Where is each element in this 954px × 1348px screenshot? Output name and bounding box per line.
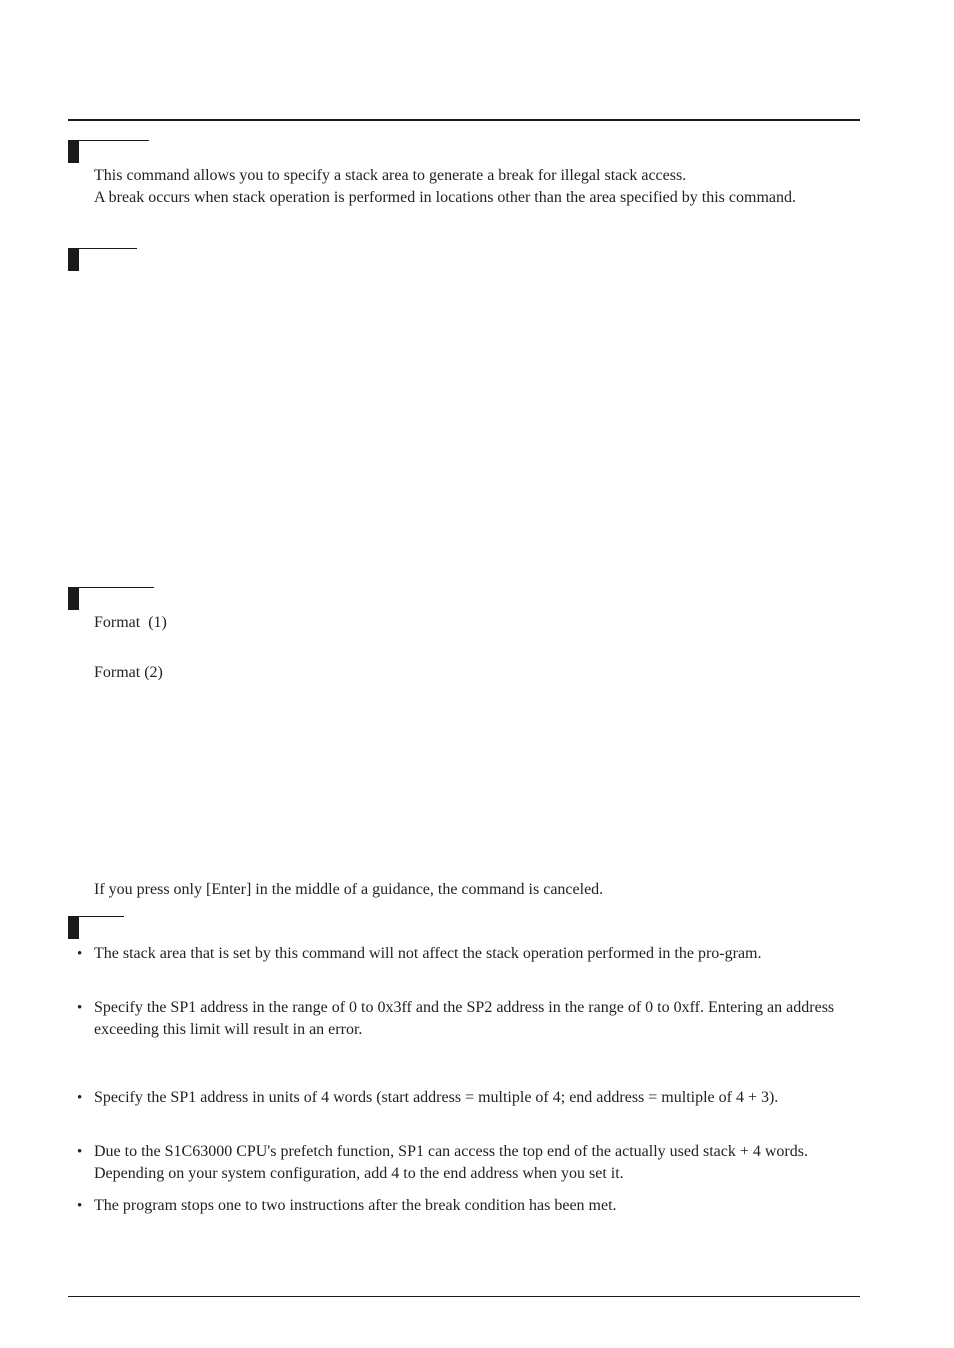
header-rule <box>68 119 860 121</box>
description-line-1: This command allows you to specify a stack area to generate a break for illegal stack access. <box>94 167 687 184</box>
bullet-icon: • <box>77 1144 83 1160</box>
bullet-icon: • <box>77 946 83 962</box>
note-item-3: Specify the SP1 address in units of 4 words (start address = multiple of 4; end address = multiple of 4 + 3). <box>94 1089 779 1106</box>
format-1-label: Format (1) <box>94 614 167 631</box>
bullet-icon: • <box>77 1090 83 1106</box>
description-line-2: A break occurs when stack operation is performed in locations other than the area specified by this command. <box>94 189 796 206</box>
footer-rule <box>68 1296 860 1297</box>
note-item-1: The stack area that is set by this command will not affect the stack operation performed in the pro-gram. <box>94 945 762 962</box>
bullet-icon: • <box>77 1000 83 1016</box>
bullet-icon: • <box>77 1198 83 1214</box>
note-item-2: Specify the SP1 address in the range of 0 to 0x3ff and the SP2 address in the range of 0 to 0xff. Entering an address exceeding this limit will result in an error. <box>94 999 835 1038</box>
note-item-4: Due to the S1C63000 CPU's prefetch function, SP1 can access the top end of the actually used stack + 4 words. Depending on your system configuration, add 4 to the end address when you set it. <box>94 1143 808 1182</box>
note-item-5: The program stops one to two instructions after the break condition has been met. <box>94 1197 617 1214</box>
format-2-label: Format (2) <box>94 664 163 681</box>
cancel-note: If you press only [Enter] in the middle of a guidance, the command is canceled. <box>94 881 604 898</box>
